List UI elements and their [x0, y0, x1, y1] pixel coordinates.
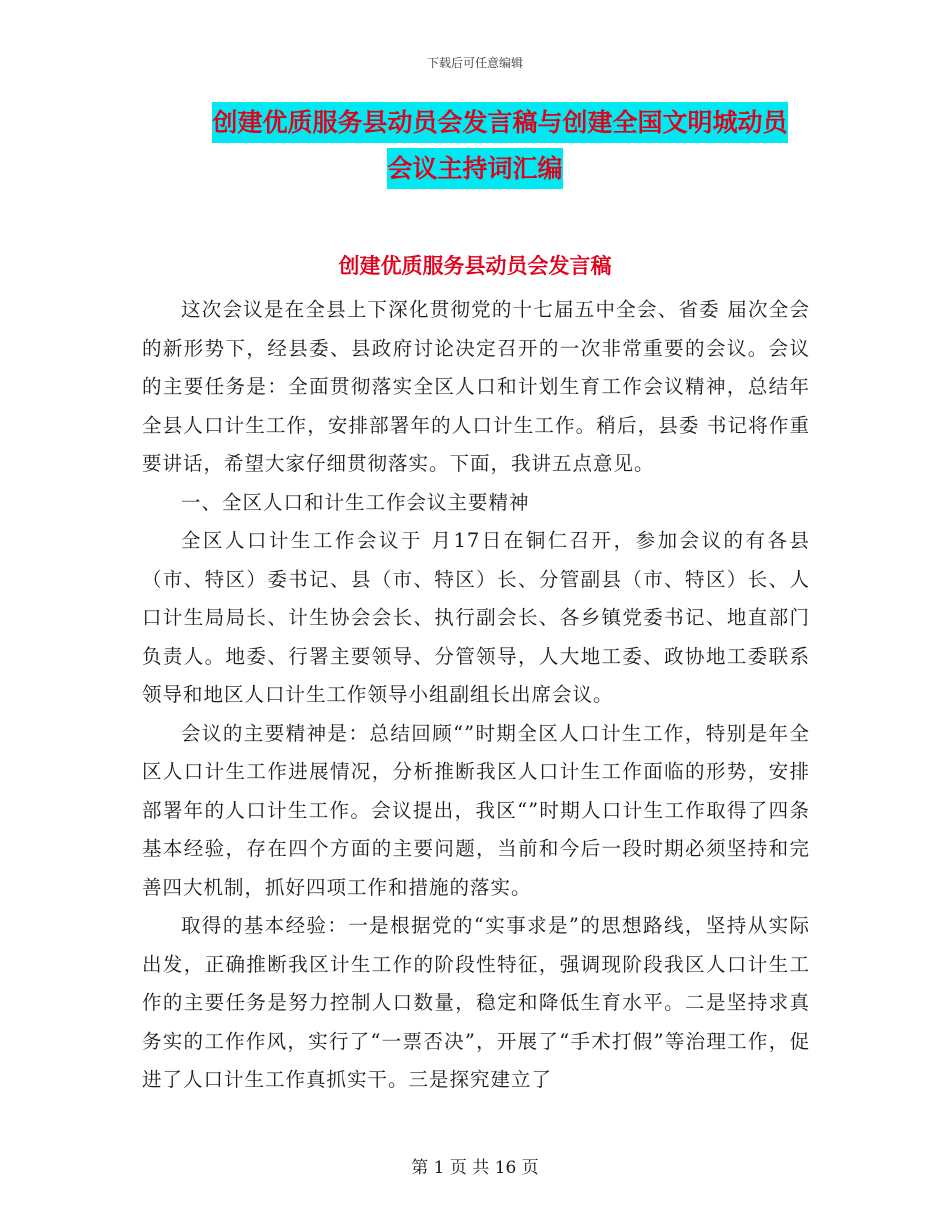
paragraph-heading: 一、全区人口和计生工作会议主要精神 — [181, 490, 530, 514]
title-line-1: 创建优质服务县动员会发言稿与创建全国文明城动员 — [212, 102, 787, 143]
document-body — [142, 291, 810, 1100]
paragraph: 这次会议是在全县上下深化贯彻党的十七届五中全会、省委 届次全会的新形势下，经县委、县政府讨论决定召开的一次非常重要的会议。会议的主要任务是：全面贯彻落实全区人口和计划生育工作会议精神，总结年全县人口计生工作，安排部署年的人口计生工作。稍后，县委 书记将作重要讲话，希望大家仔细贯彻落实。下面，我讲五点意见。 — [142, 298, 810, 475]
paragraph: 会议的主要精神是：总结回顾“”时期全区人口计生工作，特别是年全区人口计生工作进展情况，分析推断我区人口计生工作面临的形势，安排部署年的人口计生工作。会议提出，我区“”时期人口计生工作取得了四条基本经验，存在四个方面的主要问题，当前和今后一段时期必须坚持和完善四大机制，抓好四项工作和措施的落实。 — [142, 721, 810, 899]
header-note: 下载后可任意编辑 — [426, 56, 523, 70]
document-title — [0, 110, 950, 181]
page-number: 第 1 页 共 16 页 — [411, 1158, 539, 1178]
paragraph: 全区人口计生工作会议于 月17日在铜仁召开，参加会议的有各县（市、特区）委书记、县（市、特区）长、分管副县（市、特区）长、人口计生局局长、计生协会会长、执行副会长、各乡镇党委书记、地直部门负责人。地委、行署主要领导、分管领导，人大地工委、政协地工委联系领导和地区人口计生工作领导小组副组长出席会议。 — [142, 529, 810, 706]
title-line-2: 会议主持词汇编 — [387, 148, 562, 189]
section-title: 创建优质服务县动员会发言稿 — [338, 254, 612, 278]
paragraph: 取得的基本经验：一是根据党的“实事求是”的思想路线，坚持从实际出发，正确推断我区计生工作的阶段性特征，强调现阶段我区人口计生工作的主要任务是努力控制人口数量，稳定和降低生育水平。二是坚持求真务实的工作作风，实行了“一票否决”，开展了“手术打假”等治理工作，促进了人口计生工作真抓实干。三是探究建立了 — [142, 914, 810, 1091]
